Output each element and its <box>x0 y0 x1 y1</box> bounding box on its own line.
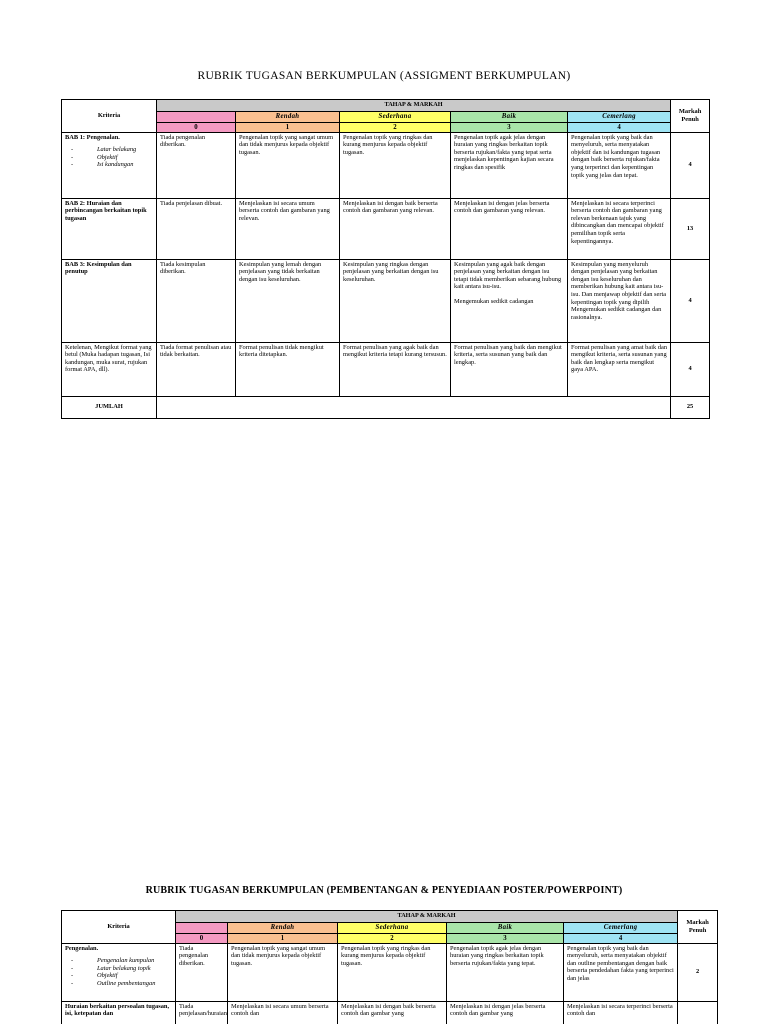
score-cell: 4 <box>671 132 710 198</box>
level-cell <box>568 259 671 342</box>
level-cell: Tiada format penulisan atau tidak berkaitan. <box>157 342 236 396</box>
table-row <box>62 1001 718 1024</box>
level-num-4: 4 <box>568 122 671 132</box>
table-row <box>62 132 710 198</box>
level-cell: Tiada kesimpulan diberikan. <box>157 259 236 342</box>
level-name-baik: Baik <box>447 923 564 934</box>
level-extra-text: Mengemukan sedikit cadangan dan rasionalnya. <box>571 306 662 321</box>
level-num-0: 0 <box>157 122 236 132</box>
level-cell: Menjelaskan isi dengan baik berserta contoh dan gambar yang <box>338 1001 447 1024</box>
level-name-rendah: Rendah <box>228 923 338 934</box>
level-cell: Pengenalan topik agak jelas dengan huraian yang ringkas berkaitan topik berserta rujukan/fakta yang tepat serta menjelaskan kepentingan kajian secara ringkas dan spesifik <box>451 132 568 198</box>
kriteria-header: Kriteria <box>62 100 157 133</box>
score-cell: 4 <box>671 259 710 342</box>
level-cell: Pengenalan topik yang ringkas dan kurang menjurus kepada objektif tugasan. <box>338 943 447 1001</box>
criteria-title: Pengenalan. <box>65 944 99 952</box>
score-cell <box>678 1001 718 1024</box>
level-text: Kesimpulan yang menyeluruh dengan penjelasan yang berkaitan dengan isu keseluruhan dan memberikan hubung kait antara isu-isu. Dan menjawap objektif dan serta kepentingan topik yang dipilih <box>571 260 667 306</box>
level-cell: Tiada penjelasan/huraian <box>176 1001 228 1024</box>
bullet-item: - Isi kandungan <box>65 161 153 169</box>
rubric2-table <box>61 910 718 1024</box>
level-cell: Pengenalan topik yang ringkas dan kurang menjurus kepada objektif tugasan. <box>340 132 451 198</box>
level-cell: Menjelaskan isi secara umum berserta contoh dan <box>228 1001 338 1024</box>
level-name-rendah: Rendah <box>236 112 340 123</box>
rubric2-title: RUBRIK TUGASAN BERKUMPULAN (PEMBENTANGAN & PENYEDIAAN POSTER/POWERPOINT) <box>145 885 623 896</box>
level-cell: Format penulisan yang baik dan mengikut kriteria, serta susunan yang baik dan lengkap. <box>451 342 568 396</box>
level-num-1: 1 <box>236 122 340 132</box>
score-cell: 2 <box>678 943 718 1001</box>
level-cell: Format penulisan yang amat baik dan mengikut kriteria, serta susunan yang baik dan lengkap serta mengikut gaya APA. <box>568 342 671 396</box>
bullet-item: - Objektif <box>65 154 153 162</box>
criteria-cell <box>62 132 157 198</box>
level-name-cemerlang: Cemerlang <box>564 923 678 934</box>
score-cell: 13 <box>671 198 710 259</box>
table-row <box>62 342 710 396</box>
markah-penuh-header: Markah Penuh <box>678 911 718 944</box>
total-score: 25 <box>671 396 710 418</box>
level-name-baik: Baik <box>451 112 568 123</box>
criteria-title: Huraian berkaitan persoalan tugasan, isi, ketepatan dan <box>62 1001 176 1024</box>
level-num-2: 2 <box>340 122 451 132</box>
level-num-3: 3 <box>447 933 564 943</box>
rubric1-title: RUBRIK TUGASAN BERKUMPULAN (ASSIGMENT BERKUMPULAN) <box>197 70 571 82</box>
table-row <box>62 259 710 342</box>
total-row <box>62 396 710 418</box>
criteria-title: BAB 1: Pengenalan. <box>65 133 120 141</box>
criteria-cell <box>62 943 176 1001</box>
level-cell: Kesimpulan yang lemah dengan penjelasan yang tidak berkaitan dengan isu keseluruhan. <box>236 259 340 342</box>
tahap-markah-header: TAHAP & MARKAH <box>157 100 671 112</box>
level-num-3: 3 <box>451 122 568 132</box>
rubric1-table <box>61 99 710 419</box>
total-empty-cell <box>157 396 671 418</box>
level-cell: Tiada penjelasan dibuat. <box>157 198 236 259</box>
level-cell: Kesimpulan yang ringkas dengan penjelasan yang berkaitan dengan isu keseluruhan. <box>340 259 451 342</box>
bullet-item: - Latar belakang <box>65 146 153 154</box>
score-cell: 4 <box>671 342 710 396</box>
level-cell: Menjelaskan isi dengan baik berserta contoh dan gambaran yang relevan. <box>340 198 451 259</box>
level-cell: Menjelaskan isi dengan jelas berserta contoh dan gambar yang <box>447 1001 564 1024</box>
level-cell: Format penulisan tidak mengikut kriteria ditetapkan. <box>236 342 340 396</box>
level-cell: Pengenalan topik agak jelas dengan huraian yang ringkas berkaitan topik berserta rujukan/fakta yang tepat. <box>447 943 564 1001</box>
bullet-item: - Outline pembentangan <box>65 980 172 988</box>
criteria-title: BAB 2: Huraian dan perbincangan berkaitan topik tugasan <box>62 198 157 259</box>
level-name-0 <box>157 112 236 123</box>
level-cell: Menjelaskan isi secara umum berserta contoh dan gambaran yang relevan. <box>236 198 340 259</box>
criteria-bullets <box>65 146 153 169</box>
level-cell: Pengenalan topik yang sangat umum dan tidak menjurus kepada objektif tugasan. <box>236 132 340 198</box>
level-extra-text: Mengemukan sedikit cadangan <box>454 297 534 305</box>
table-row <box>62 198 710 259</box>
level-num-2: 2 <box>338 933 447 943</box>
criteria-title: Ketelenan, Mengikut format yang betul (Muka hadapan tugasan, Isi kandungan, muka surat, rujukan format APA, dll). <box>62 342 157 396</box>
level-text: Kesimpulan yang agak baik dengan penjelasan yang berkaitan dengan isu tetapi tidak memberikan sebarang hubung kait antara isu-isu. <box>454 260 562 291</box>
criteria-bullets <box>65 957 172 987</box>
markah-penuh-header: Markah Penuh <box>671 100 710 133</box>
table-row <box>62 943 718 1001</box>
level-cell: Menjelaskan isi secara terperinci berserta contoh dan <box>564 1001 678 1024</box>
tahap-markah-header: TAHAP & MARKAH <box>176 911 678 923</box>
level-cell: Format penulisan yang agak baik dan mengikut kriteria tetapi kurang tersusun. <box>340 342 451 396</box>
bullet-item: - Latar belakang topik <box>65 965 172 973</box>
level-name-cemerlang: Cemerlang <box>568 112 671 123</box>
jumlah-label: JUMLAH <box>62 396 157 418</box>
level-cell: Tiada pengenalan diberikan. <box>176 943 228 1001</box>
level-num-1: 1 <box>228 933 338 943</box>
kriteria-header: Kriteria <box>62 911 176 944</box>
level-cell <box>451 259 568 342</box>
level-num-0: 0 <box>176 933 228 943</box>
level-name-sederhana: Sederhana <box>338 923 447 934</box>
level-cell: Pengenalan topik yang baik dan menyeluruh, serta menyatakan objektif dan outline pembentangan dengan baik berserta pendedahan fakta yang terperinci dan jelas <box>564 943 678 1001</box>
level-name-sederhana: Sederhana <box>340 112 451 123</box>
level-num-4: 4 <box>564 933 678 943</box>
level-cell: Menjelaskan isi secara terperinci berserta contoh dan gambaran yang relevan berkenaan tajuk yang dibincangkan dan mencapai objektif pemilihan topik serta kepentingannya. <box>568 198 671 259</box>
bullet-item: - Objektif <box>65 972 172 980</box>
criteria-title: BAB 3: Kesimpulan dan penutup <box>62 259 157 342</box>
level-cell: Pengenalan topik yang sangat umum dan tidak menjurus kepada objektif tugasan. <box>228 943 338 1001</box>
level-cell: Pengenalan topik yang baik dan menyeluruh, serta menyatakan objektif dan isi kandungan tugasan dengan baik berserta rujukan/fakta yang terperinci dan kepentingan topik yang jelas dan tepat. <box>568 132 671 198</box>
level-name-0 <box>176 923 228 934</box>
level-cell: Tiada pengenalan diberikan. <box>157 132 236 198</box>
bullet-item: - Pengenalan kumpulan <box>65 957 172 965</box>
level-cell: Menjelaskan isi dengan jelas berserta contoh dan gambaran yang relevan. <box>451 198 568 259</box>
